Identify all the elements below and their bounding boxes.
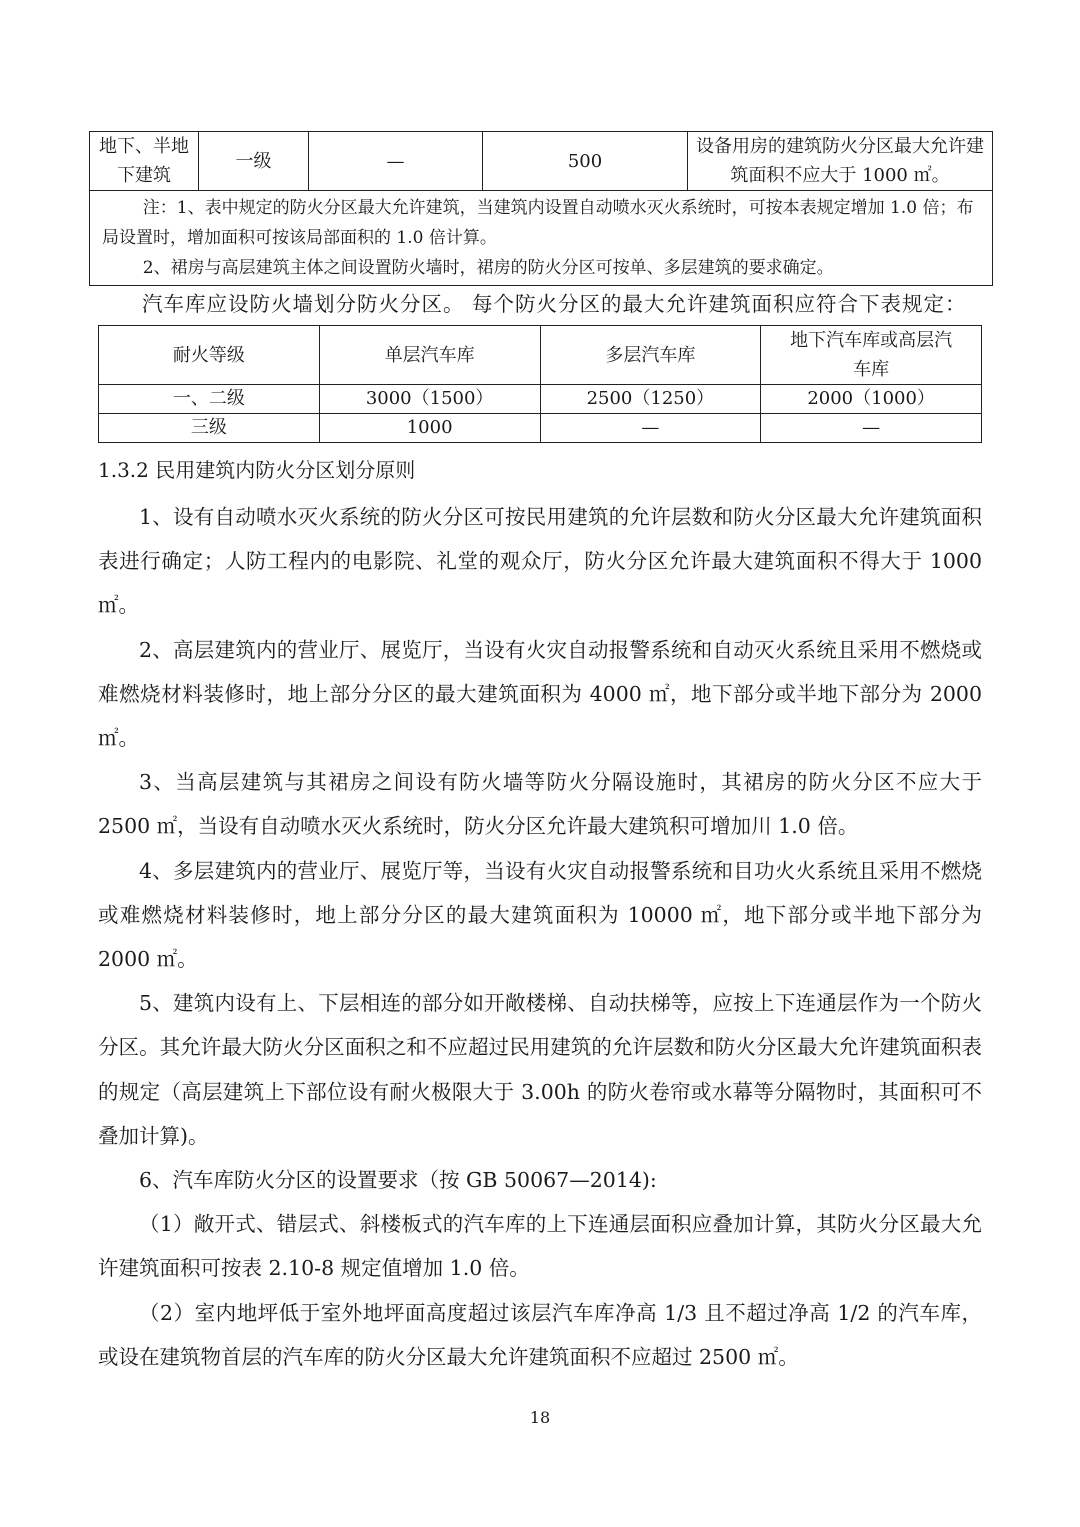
paragraph: 3、当高层建筑与其裙房之间设有防火墙等防火分隔设施时，其裙房的防火分区不应大于 2500 ㎡，当设有自动喷水灭火系统时，防火分区允许最大建筑积可增加川 1.0 倍。 — [98, 770, 982, 839]
table-cell: 3000（1500） — [319, 385, 540, 414]
table-cell: 2500（1250） — [540, 385, 761, 414]
table-cell: — — [540, 414, 761, 443]
table-note-1: 注：1、表中规定的防火分区最大允许建筑，当建筑内设置自动喷水灭火系统时，可按本表规定增加 1.0 倍；布局设置时，增加面积可按该局部面积的 1.0 倍计算。 — [102, 198, 974, 248]
table-note-row — [90, 191, 993, 286]
table-cell: 2000（1000） — [761, 385, 982, 414]
table-header-cell: 耐火等级 — [99, 326, 320, 385]
table-cell: 地下、半地下建筑 — [90, 132, 199, 191]
paragraph: 1、设有自动喷水灭火系统的防火分区可按民用建筑的允许层数和防火分区最大允许建筑面积表进行确定；人防工程内的电影院、礼堂的观众厅，防火分区允许最大建筑面积不得大于 1000 ㎡。 — [98, 505, 982, 618]
page-number: 18 — [529, 1408, 551, 1427]
paragraph: （2）室内地坪低于室外地坪面高度超过该层汽车库净高 1/3 且不超过净高 1/2 的汽车库，或设在建筑物首层的汽车库的防火分区最大允许建筑面积不应超过 2500 ㎡。 — [98, 1300, 982, 1369]
body-text — [98, 495, 982, 1379]
paragraph: 2、高层建筑内的营业厅、展览厅，当设有火灾自动报警系统和自动灭火系统且采用不燃烧或难燃烧材料装修时，地上部分分区的最大建筑面积为 4000 ㎡，地下部分或半地下部分为 2000 ㎡。 — [98, 637, 982, 751]
table-header-row — [99, 326, 982, 385]
table-cell: 设备用房的建筑防火分区最大允许建筑面积不应大于 1000 ㎡。 — [688, 132, 993, 191]
paragraph: 5、建筑内设有上、下层相连的部分如开敞楼梯、自动扶梯等，应按上下连通层作为一个防火分区。其允许最大防火分区面积之和不应超过民用建筑的允许层数和防火分区最大允许建筑面积表的规定（高层建筑上下部位设有耐火极限大于 3.00h 的防火卷帘或水幕等分隔物时，其面积可不叠加计算)。 — [98, 991, 982, 1148]
table-row — [99, 414, 982, 443]
fire-zone-table-continued — [89, 131, 993, 286]
table-row — [99, 385, 982, 414]
table-cell: 一、二级 — [99, 385, 320, 414]
garage-fire-zone-table — [98, 325, 982, 443]
table-cell: 500 — [483, 132, 688, 191]
section-heading: 1.3.2 民用建筑内防火分区划分原则 — [98, 458, 416, 482]
garage-intro-text: 汽车库应设防火墙划分防火分区。 每个防火分区的最大允许建筑面积应符合下表规定： — [142, 292, 967, 316]
table-header-cell: 单层汽车库 — [319, 326, 540, 385]
table-cell: — — [309, 132, 483, 191]
table-header-cell: 多层汽车库 — [540, 326, 761, 385]
table-row — [90, 132, 993, 191]
table-header-cell: 地下汽车库或高层汽车库 — [761, 326, 982, 385]
table-note — [90, 191, 993, 286]
table-cell: — — [761, 414, 982, 443]
paragraph: 4、多层建筑内的营业厅、展览厅等，当设有火灾自动报警系统和目功火火系统且采用不燃烧或难燃烧材料装修时，地上部分分区的最大建筑面积为 10000 ㎡，地下部分或半地下部分为 2000 ㎡。 — [98, 858, 982, 972]
table-cell: 三级 — [99, 414, 320, 443]
table-cell: 一级 — [199, 132, 309, 191]
paragraph: 6、汽车库防火分区的设置要求（按 GB 50067—2014): — [139, 1168, 657, 1193]
table-note-2: 2、裙房与高层建筑主体之间设置防火墙时，裙房的防火分区可按单、多层建筑的要求确定。 — [142, 258, 834, 278]
table-cell: 1000 — [319, 414, 540, 443]
paragraph: （1）敞开式、错层式、斜楼板式的汽车库的上下连通层面积应叠加计算，其防火分区最大允许建筑面积可按表 2.10-8 规定值增加 1.0 倍。 — [98, 1212, 982, 1281]
